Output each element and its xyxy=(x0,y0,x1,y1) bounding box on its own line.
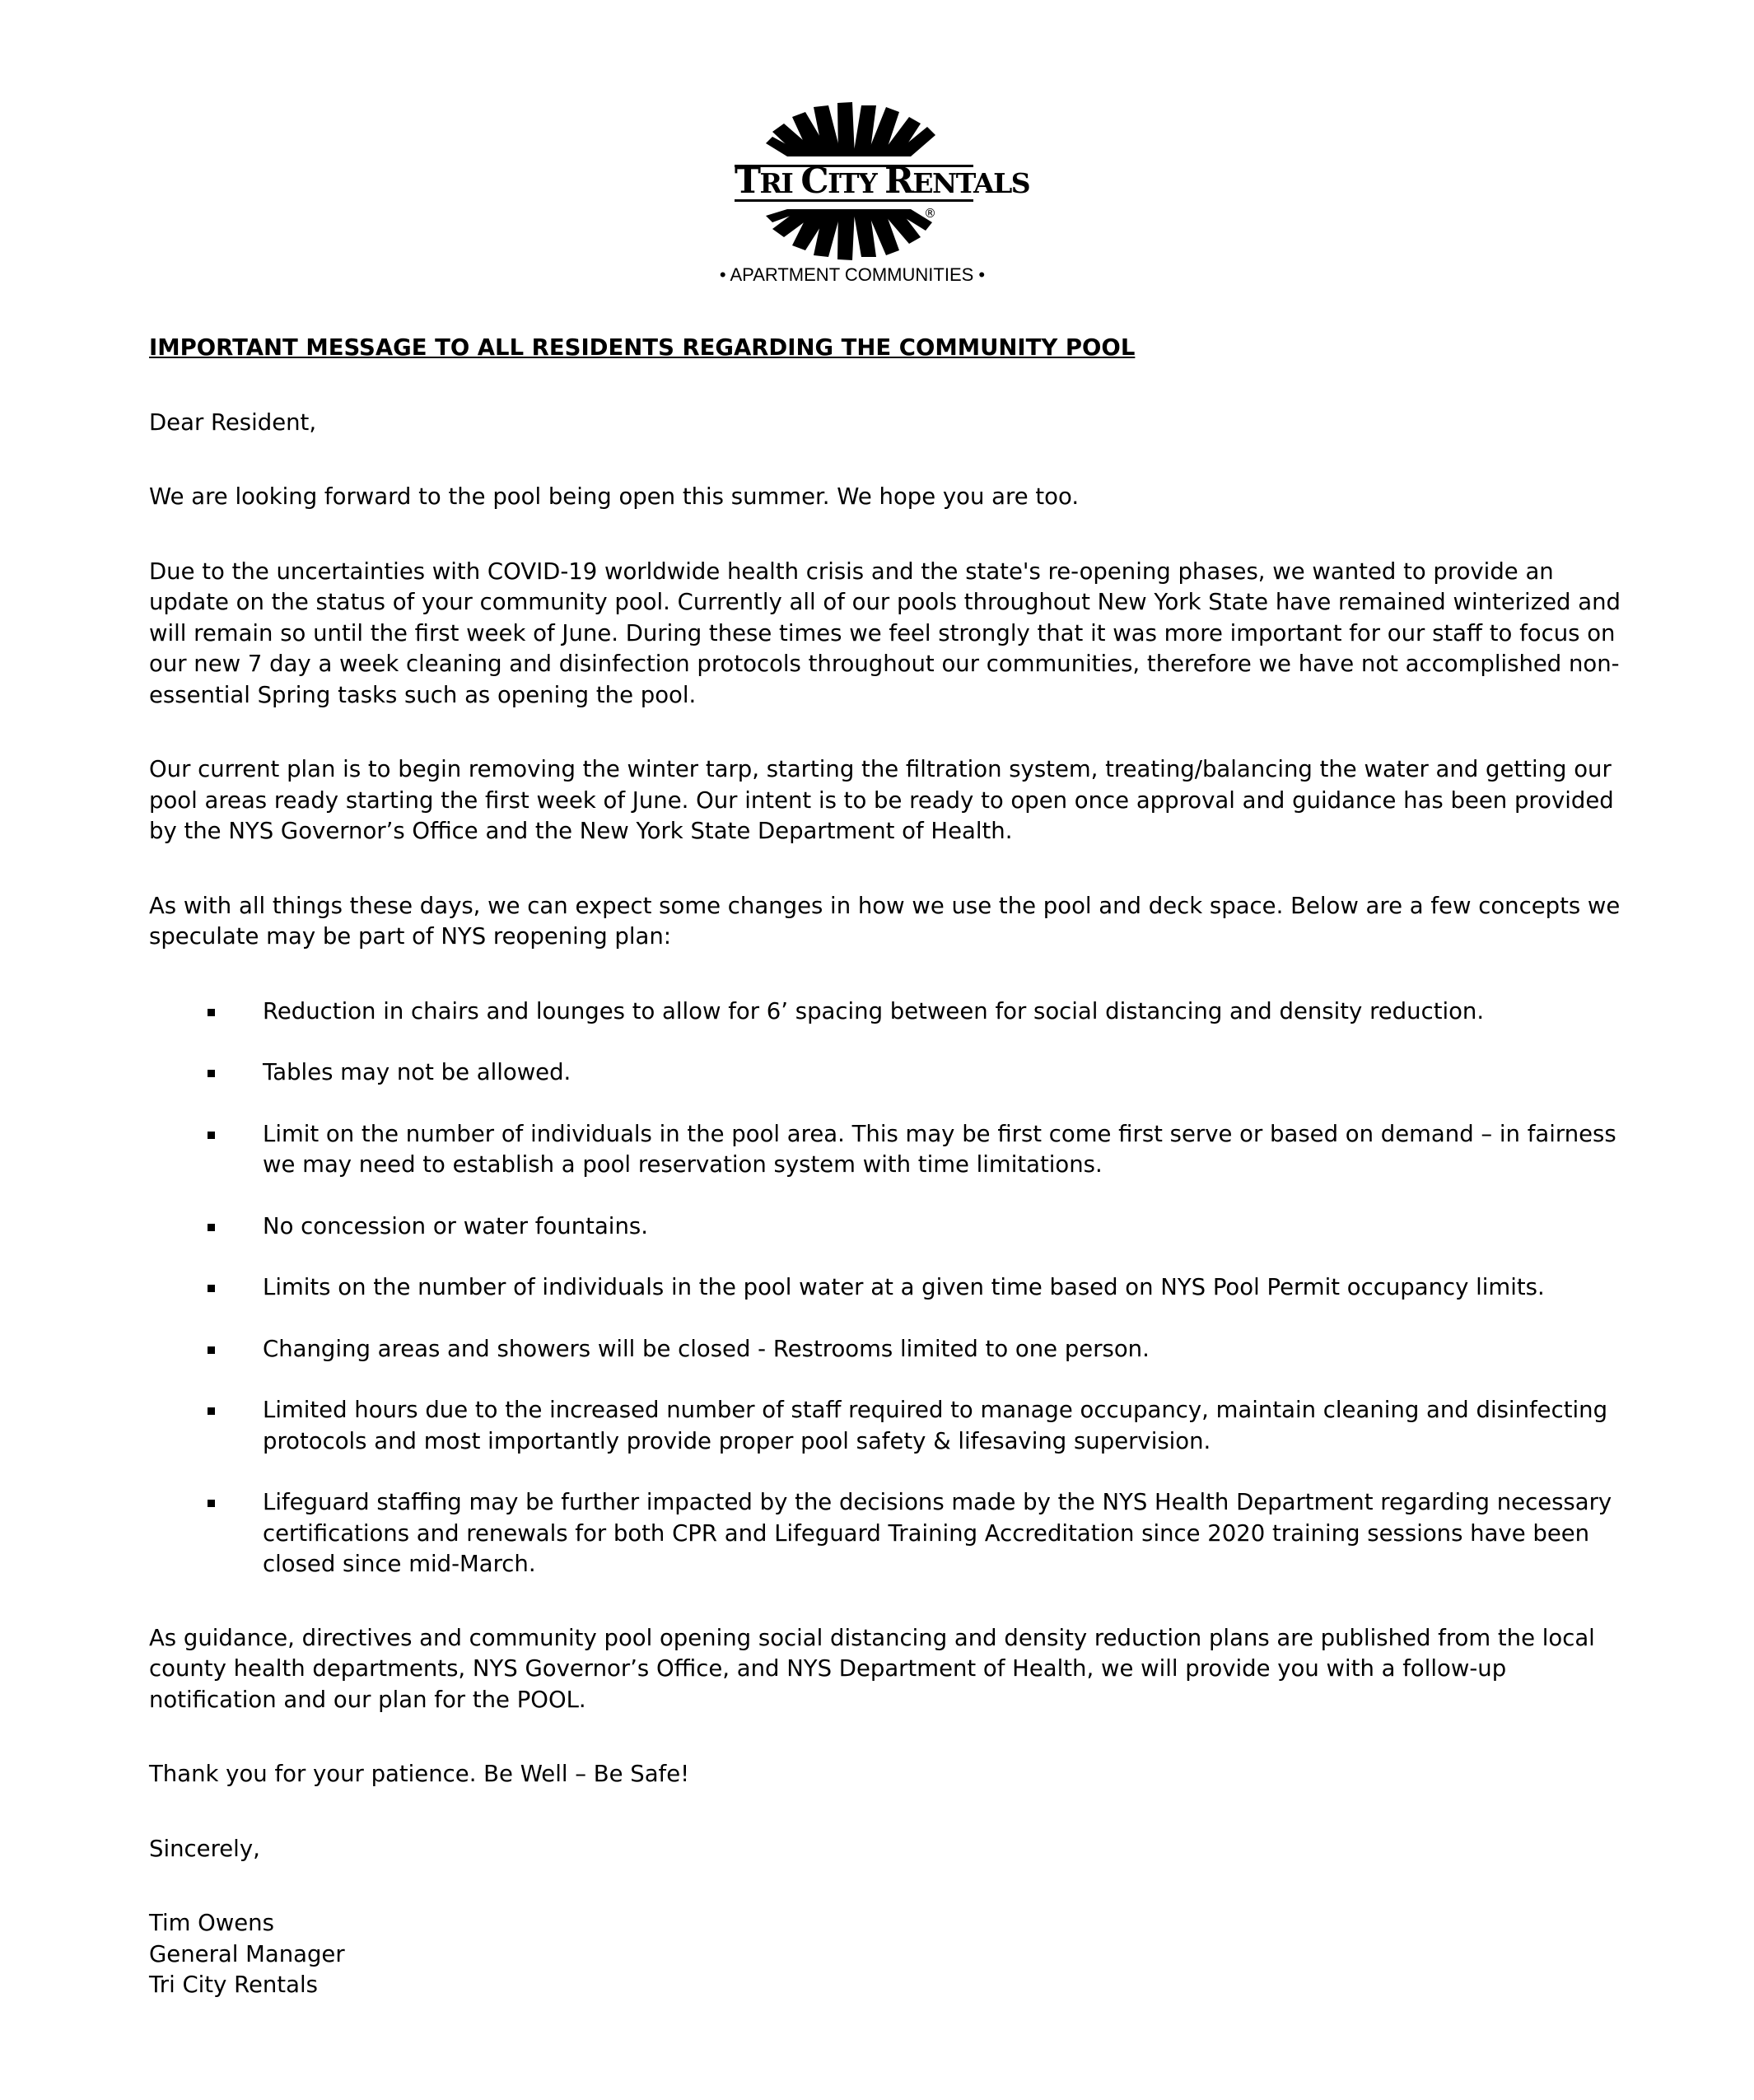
signoff: Sincerely, xyxy=(149,1835,260,1862)
logo-wordmark: TRI CITY RENTALS xyxy=(735,161,1030,202)
signer-company: Tri City Rentals xyxy=(149,1972,318,1998)
list-item xyxy=(149,1272,1631,1304)
square-bullet-icon xyxy=(208,1224,215,1231)
logo-tagline: • APARTMENT COMMUNITIES • xyxy=(719,264,986,285)
square-bullet-icon xyxy=(208,1346,215,1354)
concepts-list xyxy=(149,996,1631,1580)
paragraph-closing: As guidance, directives and community pool opening social distancing and density reduction plans are published from the local county health departments, NYS Governor’s Office, and NYS Department of Health, we will provide you with a follow-up notification and our plan for the POOL. xyxy=(149,1624,1595,1713)
list-item xyxy=(149,1057,1631,1089)
paragraph-current-plan: Our current plan is to begin removing the winter tarp, starting the filtration system, treating/balancing the water and getting our pool areas ready starting the first week of June. Our intent is to be ready to open once approval and guidance has been provided by the NYS Governor’s Office and the New York State Department of Health. xyxy=(149,756,1614,844)
list-item xyxy=(149,996,1631,1028)
list-item xyxy=(149,1487,1631,1580)
list-item xyxy=(149,1119,1631,1181)
salutation: Dear Resident, xyxy=(149,408,317,436)
thanks-line: Thank you for your patience. Be Well – Be Safe! xyxy=(149,1761,690,1787)
paragraph-expected-changes: As with all things these days, we can expect some changes in how we use the pool and deck space. Below are a few concepts we speculate may be part of NYS reopening plan: xyxy=(149,892,1621,950)
square-bullet-icon xyxy=(208,1285,215,1292)
paragraph-covid-status: Due to the uncertainties with COVID-19 worldwide health crisis and the state's re-opening phases, we wanted to provide an update on the status of your community pool. Currently all of our pools throughout New York State have remained winterized and will remain so until the first week of June. During these times we feel strongly that it was more important for our staff to focus on our new 7 day a week cleaning and disinfection protocols throughout our communities, therefore we have not accomplished non-essential Spring tasks such as opening the pool. xyxy=(149,558,1621,708)
list-item xyxy=(149,1395,1631,1457)
list-item-text: Limits on the number of individuals in the pool water at a given time based on NYS Pool Permit occupancy limits. xyxy=(263,1274,1545,1300)
company-logo xyxy=(708,99,1046,296)
list-item-text: Limit on the number of individuals in the pool area. This may be first come first serve or based on demand – in fairness we may need to establish a pool reservation system with time limitations. xyxy=(263,1120,1616,1178)
signer-name: Tim Owens xyxy=(149,1910,274,1936)
list-item xyxy=(149,1211,1631,1243)
registered-mark: ® xyxy=(924,206,936,221)
list-item xyxy=(149,1334,1631,1365)
square-bullet-icon xyxy=(208,1132,215,1139)
list-item-text: Limited hours due to the increased number of staff required to manage occupancy, maintain cleaning and disinfecting protocols and most importantly provide proper pool safety & lifesaving supervision. xyxy=(263,1397,1608,1454)
letter-body xyxy=(149,333,1631,2001)
square-bullet-icon xyxy=(208,1500,215,1507)
signature-block xyxy=(149,1908,1631,2001)
signer-title: General Manager xyxy=(149,1940,345,1967)
square-bullet-icon xyxy=(208,1407,215,1415)
square-bullet-icon xyxy=(208,1070,215,1077)
list-item-text: Changing areas and showers will be closed - Restrooms limited to one person. xyxy=(263,1335,1150,1362)
list-item-text: Tables may not be allowed. xyxy=(263,1059,571,1085)
list-item-text: No concession or water fountains. xyxy=(263,1212,648,1239)
square-bullet-icon xyxy=(208,1009,215,1016)
paragraph-intro: We are looking forward to the pool being open this summer. We hope you are too. xyxy=(149,483,1080,510)
list-item-text: Reduction in chairs and lounges to allow for 6’ spacing between for social distancing and density reduction. xyxy=(263,997,1485,1024)
letter-heading: IMPORTANT MESSAGE TO ALL RESIDENTS REGARDING THE COMMUNITY POOL xyxy=(149,334,1136,361)
list-item-text: Lifeguard staffing may be further impacted by the decisions made by the NYS Health Department regarding necessary certifications and renewals for both CPR and Lifeguard Training Accreditation since 2020 training sessions have been closed since mid-March. xyxy=(263,1489,1612,1577)
